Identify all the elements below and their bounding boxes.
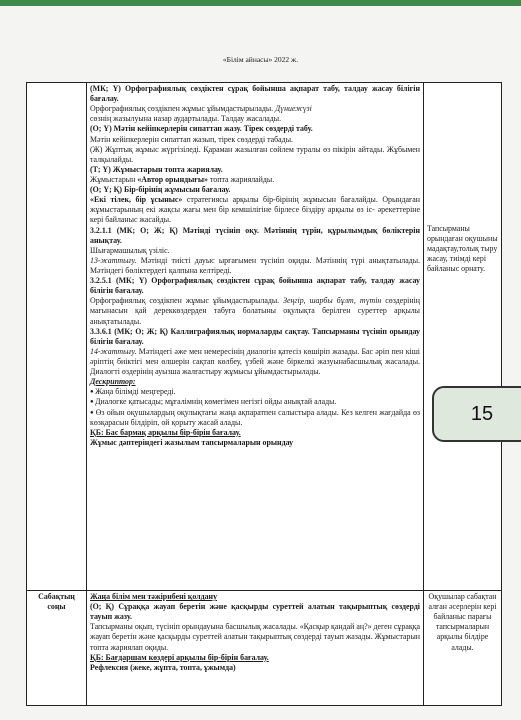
content-line: сөзнің жазылуына назар аудартылады. Талдау жасалады. [90,114,282,124]
top-accent-bar [0,0,521,6]
descriptor-item: ● Жаңа білімді меңгереді. [90,387,420,397]
reflection-line: Рефлексия (жеке, жұпта, топта, ұжымда) [90,662,236,672]
task-body: Тапсырманы оқып, түсініп орындауына басшылық жасалады. «Қасқыр қандай аң?» деген сұраққа жауап беретін және қасқырды суреттей алатын тақырыптық сөздерді тауып жазады. Жұмыстарын топта жариялап оқиды. [90,622,420,652]
content-cell [87,591,424,706]
content-line: 14-жаттығу. Мәтіндегі әже мен немересінің диалогін қатесіз көшіріп жазады. Бас әріп пен кіші әріптің биіктігі мен өлшерін сақтап көлбеу, үзбей және біркелкі жазуынабасшылық жасалады. Диалогті өздерінің ауызша жалғастыру жұмысы ұйымдастырылады. [90,346,420,377]
descriptor-item: ● Өз ойын оқушылардың оқулықтағы жаңа ақпаратпен салыстыра алады. Кез келген жағдайда өз көзқарасын білдіріп, ой қорыту жасай алады. [90,408,420,428]
content-line: (Т; Ү) Жұмыстарын топта жариялау. [90,164,223,174]
descriptor-title: Дескриптор: [90,377,136,387]
descriptor-item: ● Диалогке қатысады; мұғалімнің көмегімен негізгі ойды анықтай алады. [90,397,420,407]
content-line: (Ж) Жұптық жұмыс жүргізіледі. Қараман жазылған сөйлем туралы өз пікірін айтады. Жұбымен талқылайды. [90,144,420,164]
assessment-line: ҚБ: Бағдаршам көздері арқылы бір-бірін бағалау. [90,652,269,662]
resources-text: Оқушылар сабақтан алған әсерлерін кері байланыс парағы тапсырмаларын арқылы білдіре алады. [428,592,497,652]
content-line: Орфографиялық сөздікпен жұмыс ұйымдастырылады. Зеңгір, шарбы бұлт, түтін сөздерінің мағынасын қай дереккөздерден табуға болатыны оқулықта берілген суреттер арқылы анықтатылады. [90,296,421,326]
content-lines [90,84,420,377]
section-title: Жаңа білім мен тәжірибені қолдану [90,592,218,601]
stage-label: Сабақтың соңы [27,591,87,706]
table-row [27,83,502,591]
content-line: 13-жаттығу. Мәтінді тиісті дауыс ырғағымен түсініп оқиды. Мәтіннің түрі анықтатылады. Мәтіндегі бөліктердегі қалпына келтіреді. [90,255,420,275]
page-number-badge: 15 [432,386,521,442]
content-line: Шығармашылық үзіліс. [90,245,170,255]
assessment-line: ҚБ: Бас бармақ арқылы бір-бірін бағалау. [90,427,241,437]
content-cell [87,83,424,591]
content-line: (О; Ү) Мәтін кейіпкерлерін сипаттап жазу. Тірек сөздерді табу. [90,124,313,134]
descriptor-list [90,387,420,427]
content-line: 3.2.1.1 (МК; О; Ж; Қ) Мәтінді түсініп оқу. Мәтіннің түрін, құрылымдық бөліктерін анықтау. [90,225,420,245]
resources-cell [424,83,502,591]
lesson-plan-table [26,82,502,706]
content-line: 3.2.5.1 (МК; Ү) Орфографиялық сөздіктен сұрақ бойынша ақпарат табу, талдау жасау білігін бағалау. [90,276,420,296]
homework-line: Жұмыс дәптеріндегі жазылым тапсырмаларын орындау [90,437,294,447]
content-line: «Екі тілек, бір ұсыныс» стратегиясы арқылы бір-бірінің жұмысын бағалайды. Орындаған жұмыстарының екі жақсы жағы мен бір кемшілігіне бірлесе біздіру арқылы өз іс- әрекеттеріне кері байланыс жасайды. [90,195,421,225]
table-row [27,591,502,706]
stage-cell [27,83,87,591]
journal-header: «Білім айнасы» 2022 ж. [222,55,299,64]
resources-cell [424,591,502,706]
resources-text: Тапсырманы орындаған оқушыны мадақтау,толық тыру жасау, тиімді кері байланыс орнату. [427,224,498,274]
content-line: (МК; Ү) Орфографиялық сөздіктен сұрақ бойынша ақпарат табу, талдау жасау білігін бағалау. [90,84,420,104]
task-heading: (О; Қ) Сұраққа жауап беретін және қасқырды суреттей алатын тақырыптық сөздерді тауып жазу. [90,602,420,622]
content-line: (О; Ү; Қ) Бір-бірінің жұмысын бағалау. [90,185,231,195]
content-line: Орфографиялық сөздікпен жұмыс ұйымдастырылады. Дүниежүзі [90,104,312,114]
content-line: Мәтін кейіпкерлерін сипаттап жазып, тірек сөздерді табады. [90,134,293,144]
content-line: Жұмыстарын «Автор орындығы» топта жариялайды. [90,174,275,184]
content-line: 3.3.6.1 (МК; О; Ж; Қ) Каллиграфиялық нормаларды сақтау. Тапсырманы түсініп орындау білігін бағалау. [90,326,420,346]
